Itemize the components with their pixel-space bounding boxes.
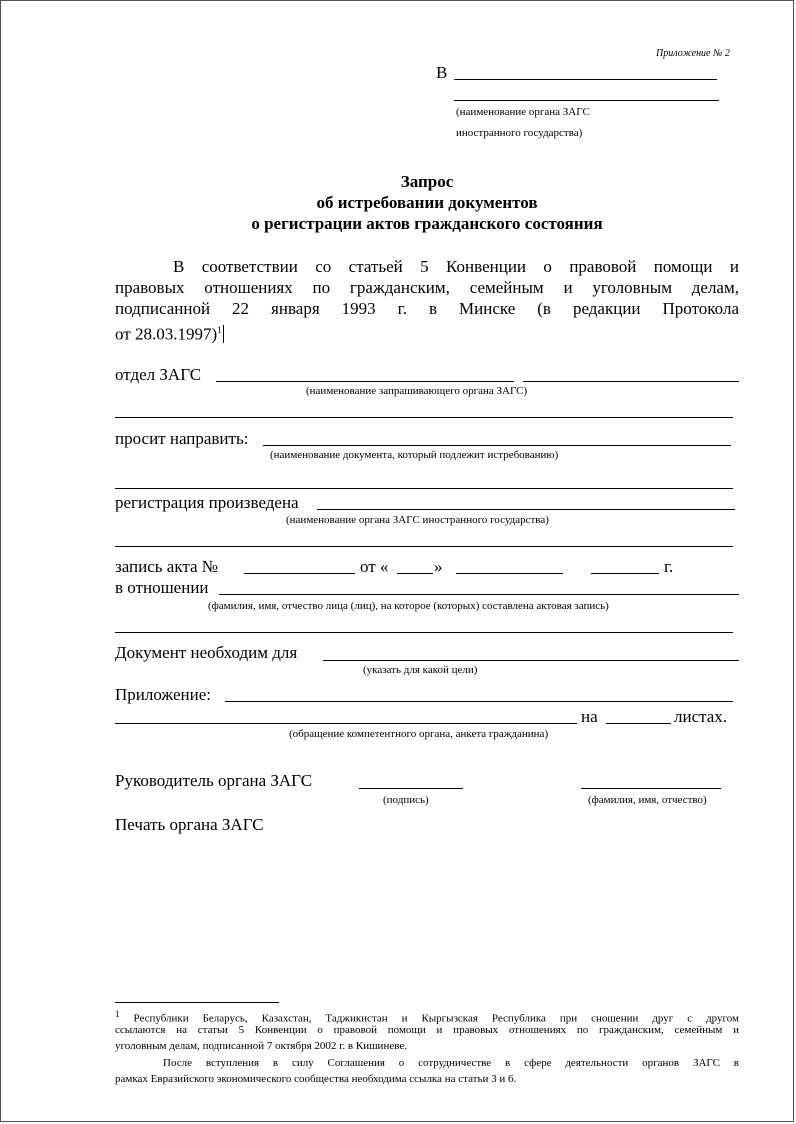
signature-caption: (подпись) (383, 794, 429, 806)
addressee-line[interactable] (454, 79, 717, 80)
regarding-line[interactable] (219, 594, 739, 595)
requests-extra-line[interactable] (115, 488, 733, 489)
doc-title-line-3: о регистрации актов гражданского состояния (251, 214, 603, 233)
footnote-line-3: уголовным делам, подписанной 7 октября 2002 г. в Кишиневе. (115, 1040, 407, 1052)
addressee-line-2[interactable] (454, 100, 719, 101)
attachment-caption: (обращение компетентного органа, анкета гражданина) (289, 728, 549, 740)
requests-label: просит направить: (115, 429, 249, 448)
intro-line-2: правовых отношениях по гражданским, семейным и уголовным делам, (115, 278, 739, 297)
attachment-line[interactable] (225, 701, 733, 702)
addressee-prefix: В (436, 63, 448, 82)
footnote-line-5: рамках Евразийского экономического сообщества необходима ссылка на статьи 3 и 6. (115, 1073, 517, 1085)
intro-line-4 (115, 320, 739, 345)
zags-name-line-2[interactable] (523, 381, 739, 382)
footnote-text-1: Республики Беларусь, Казахстан, Таджикистан и Кыргызская Республика при сношении друг с другом (133, 1012, 740, 1025)
record-day-field[interactable] (397, 573, 433, 574)
regarding-caption: (фамилия, имя, отчество лица (лиц), на которое (которых) составлена актовая запись) (208, 600, 609, 612)
intro-line-3: подписанной 22 января 1993 г. в Минске (в редакции Протокола (115, 299, 739, 318)
footnote-line-4: После вступления в силу Соглашения о сотрудничестве в сфере деятельности органов ЗАГС в (163, 1057, 739, 1069)
record-number-label: запись акта № (115, 557, 219, 576)
attachment-line-2[interactable] (115, 723, 577, 724)
intro-line-1: В соответствии со статьей 5 Конвенции о правовой помощи и (173, 257, 739, 276)
signature-field[interactable] (359, 788, 463, 789)
sheets-on-label: на (581, 707, 598, 726)
zags-caption: (наименование запрашивающего органа ЗАГС) (306, 385, 528, 397)
record-date-label: от « (360, 557, 389, 576)
addressee-caption-2: иностранного государства) (456, 127, 583, 139)
head-label: Руководитель органа ЗАГС (115, 771, 313, 790)
registration-line[interactable] (317, 509, 735, 510)
footnote-reference[interactable]: 1 (217, 325, 222, 335)
registration-label: регистрация произведена (115, 493, 299, 512)
addressee-caption-1: (наименование органа ЗАГС (456, 106, 590, 118)
doc-title-line-1: Запрос (400, 172, 454, 191)
intro-date-text: от 28.03.1997) (115, 324, 218, 344)
record-month-field[interactable] (456, 573, 563, 574)
regarding-extra-line[interactable] (115, 632, 733, 633)
purpose-caption: (указать для какой цели) (363, 664, 478, 676)
text-cursor (223, 325, 224, 343)
zags-extra-line[interactable] (115, 417, 733, 418)
regarding-label: в отношении (115, 578, 209, 597)
purpose-label: Документ необходим для (115, 643, 298, 662)
registration-extra-line[interactable] (115, 546, 733, 547)
footnote-separator (115, 1002, 279, 1003)
registration-caption: (наименование органа ЗАГС иностранного государства) (286, 514, 549, 526)
footnote-line-1 (115, 1008, 739, 1026)
fullname-caption: (фамилия, имя, отчество) (588, 794, 707, 806)
requests-line[interactable] (263, 445, 731, 446)
sheets-label: листах. (674, 707, 728, 726)
zags-name-line[interactable] (216, 381, 514, 382)
requests-caption: (наименование документа, который подлежит истребованию) (270, 449, 559, 461)
record-number-field[interactable] (244, 573, 355, 574)
sheets-count-field[interactable] (606, 723, 671, 724)
record-date-close: » (434, 557, 443, 576)
year-suffix: г. (664, 557, 674, 576)
purpose-line[interactable] (323, 660, 739, 661)
appendix-number: Приложение № 2 (656, 48, 730, 59)
footnote-mark: 1 (115, 1009, 120, 1019)
attachment-label: Приложение: (115, 685, 211, 704)
record-year-field[interactable] (591, 573, 659, 574)
zags-label: отдел ЗАГС (115, 365, 202, 384)
seal-label: Печать органа ЗАГС (115, 815, 264, 834)
head-fullname-field[interactable] (581, 788, 721, 789)
doc-title-line-2: об истребовании документов (316, 193, 538, 212)
footnote-line-2: ссылаются на статьи 5 Конвенции о правовой помощи и правовых отношениях по гражданским, семейным и (115, 1024, 739, 1036)
